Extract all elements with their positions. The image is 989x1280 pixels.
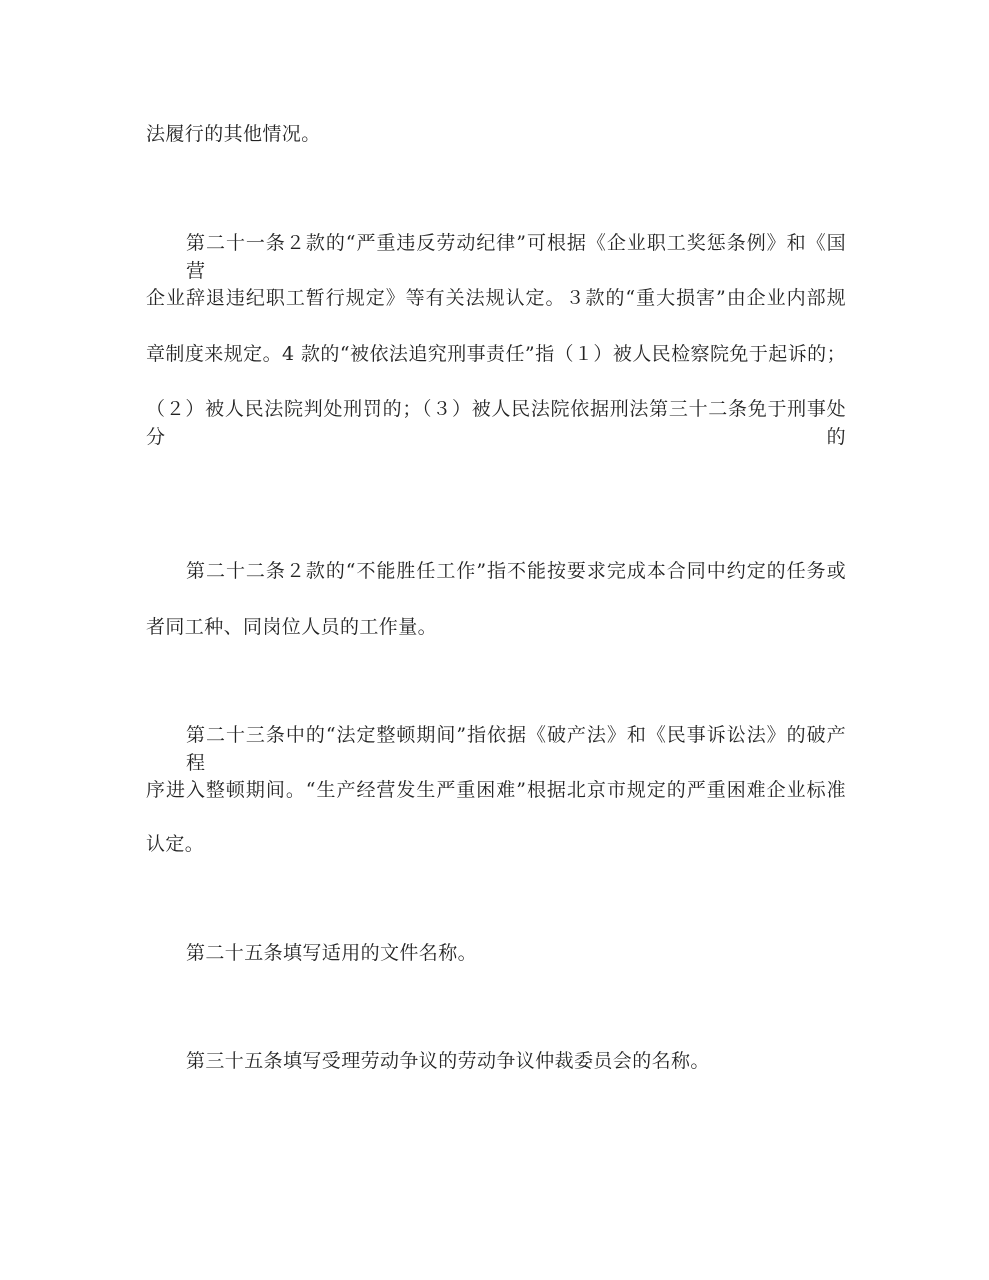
paragraph-line: 第二十二条２款的“不能胜任工作”指不能按要求完成本合同中约定的任务或 xyxy=(186,560,846,582)
paragraph-line: 企业辞退违纪职工暂行规定》等有关法规认定。３款的“重大损害”由企业内部规 xyxy=(146,287,846,309)
paragraph-line: 第三十五条填写受理劳动争议的劳动争议仲裁委员会的名称。 xyxy=(186,1050,710,1072)
paragraph-line: 第二十一条２款的“严重违反劳动纪律”可根据《企业职工奖惩条例》和《国营 xyxy=(186,232,846,282)
paragraph-line: 第二十三条中的“法定整顿期间”指依据《破产法》和《民事诉讼法》的破产程 xyxy=(186,724,846,774)
paragraph-line: 法履行的其他情况。 xyxy=(146,123,321,145)
paragraph-line: 章制度来规定。4 款的“被依法追究刑事责任”指（１）被人民检察院免于起诉的； xyxy=(146,343,846,365)
paragraph-line: 认定。 xyxy=(146,833,205,855)
paragraph-line: （２）被人民法院判处刑罚的；（３）被人民法院依据刑法第三十二条免于刑事处分的 xyxy=(146,398,846,448)
paragraph-line: 第二十五条填写适用的文件名称。 xyxy=(186,942,478,964)
paragraph-line: 者同工种、同岗位人员的工作量。 xyxy=(146,616,438,638)
paragraph-line: 序进入整顿期间。“生产经营发生严重困难”根据北京市规定的严重困难企业标准 xyxy=(146,779,846,801)
